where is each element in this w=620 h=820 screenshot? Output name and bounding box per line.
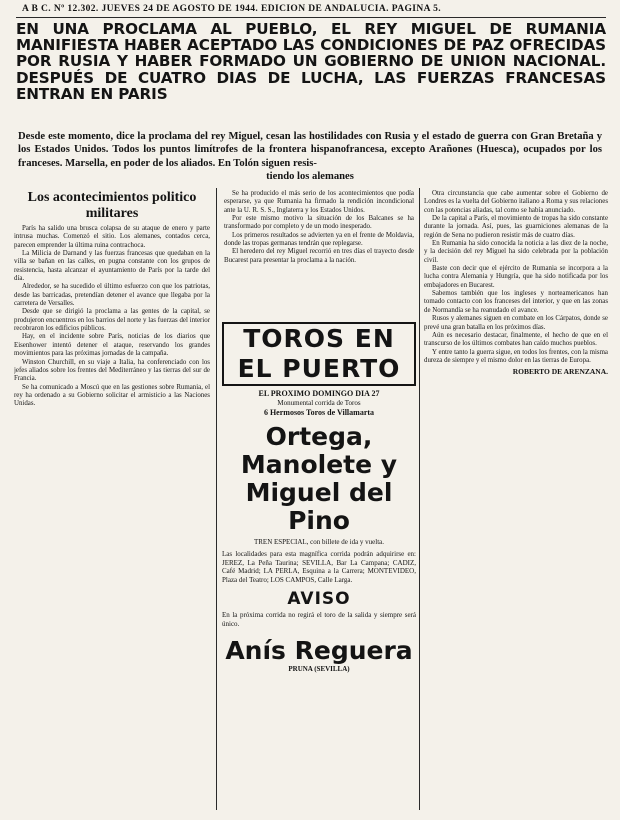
section-title: Los acontecimientos politico militares xyxy=(27,190,197,221)
aviso-title: AVISO xyxy=(287,589,351,610)
column-2-paragraph: El heredero del rey Miguel recorrió en tres días el trayecto desde Bucarest para presentar la proclama a la nación. xyxy=(224,248,414,264)
advert-details: Las localidades para esta magnífica corrida podrán adquirirse en: JEREZ, La Peña Taurina; SEVILLA, Bar La Campana; CADIZ, Café Madrid; LA PERLA, Esquina a la Carrera; MONTEVIDEO, Plaza del Teatro; LOS CAMPOS, Calle Larga. xyxy=(222,550,416,584)
anis-location: PRUNA (SEVILLA) xyxy=(288,664,350,673)
column-2-paragraph: Los primeros resultados se advierten ya en el frente de Moldavia, donde las tropas germanas tendrán que replegarse. xyxy=(224,231,414,248)
column-3-paragraph: Y entre tanto la guerra sigue, en todos los frentes, con la misma dureza de siempre y el mismo dolor en las tierras de Europa. xyxy=(424,348,608,364)
masthead-rule xyxy=(16,17,606,18)
lead-text: Desde este momento, dice la proclama del rey Miguel, cesan las hostilidades con Rusia y el estado de guerra con Gran Bretaña y los Estados Unidos. Todos los puntos limítrofes de la frontera hispanofrancesa, excepto Arañones (Huesca), ocupados por los franceses. Marsella, en poder de los aliados. En Tolón siguen resis- xyxy=(18,131,602,169)
masthead-line: A B C. Nº 12.302. JUEVES 24 DE AGOSTO DE 1944. EDICION DE ANDALUCIA. PAGINA 5. xyxy=(22,4,442,14)
column-3-paragraph: Otra circunstancia que cabe aumentar sobre el Gobierno de Londres es la vuelta del Gobierno italiano a Roma y sus relaciones con las potencias aliadas, tal como se había anunciado. xyxy=(424,190,608,214)
column-3-paragraph: En Rumania ha sido conocida la noticia a las diez de la noche, y la decisión del rey Miguel ha sido celebrada por la población civil. xyxy=(424,240,608,264)
column-1-paragraph: París ha salido una brusca colapsa de su ataque de enero y parte intrusa muchas. Comenzó el sitio. Los alemanes, contados cerca, parecen emprender la última ruina contrachoca. xyxy=(14,225,210,249)
advert-subtitle: Monumental corrida de Toros xyxy=(277,399,361,407)
anis-brand: Anís Reguera xyxy=(225,635,413,665)
advert-title: TOROS EN EL PUERTO xyxy=(222,322,416,386)
column-3-paragraph: Aún es necesario destacar, finalmente, el hecho de que en el transcurso de los últimos combates han caído muchos pueblos. xyxy=(424,331,608,348)
column-1-paragraph: Winston Churchill, en su viaje a Italia, ha conferenciado con los jefes aliados sobre los frentes del Mediterráneo y las tierras del sur de Francia. xyxy=(14,358,210,383)
aviso-text: En la próxima corrida no regirá el toro de la salida y siempre será único. xyxy=(222,611,416,628)
column-1 xyxy=(14,190,210,810)
column-1-paragraph: Se ha comunicado a Moscú que en las gestiones sobre Rumania, el rey ha ordenado a su Gobierno solicitar el armisticio a las Naciones Unidas. xyxy=(14,383,210,408)
author-signature: ROBERTO DE ARENZANA. xyxy=(512,367,608,377)
lead-summary xyxy=(18,130,602,184)
lead-tail: tiendo los alemanes xyxy=(266,171,354,183)
column-3-paragraph: Sabemos también que los ingleses y norteamericanos han tomado contacto con los franceses del interior, y que en las zonas de Normandía se ha reanudado el avance. xyxy=(424,290,608,314)
column-1-paragraph: Desde que se dirigió la proclama a las gentes de la capital, se produjeron encuentros en los barrios del norte y las fuerzas del interior recobraron los edificios públicos. xyxy=(14,308,210,333)
column-1-paragraph: La Milicia de Darnand y las fuerzas francesas que quedaban en la villa se bañan en las calles, en pugna constante con los grupos de resistencia, hasta alcanzar el ayuntamiento de París por la tarde del día. xyxy=(14,250,210,283)
column-1-paragraph: Hay, en el incidente sobre París, noticias de los diarios que Eisenhower intentó detener el ataque, reservando los grandes movimientos para las próximas jornadas de la campaña. xyxy=(14,333,210,358)
main-headline: EN UNA PROCLAMA AL PUEBLO, EL REY MIGUEL DE RUMANIA MANIFIESTA HABER ACEPTADO LAS CONDICIONES DE PAZ OFRECIDAS POR RUSIA Y HABER FORMADO UN GOBIERNO DE UNION NACIONAL. DESPUÉS DE CUATRO DIAS DE LUCHA, LAS FUERZAS FRANCESAS ENTRAN EN PARIS xyxy=(16,20,606,103)
column-divider-right xyxy=(419,188,420,810)
advert-bullfighters: Ortega, Manolete y Miguel del Pino xyxy=(240,422,398,535)
advert-bulls: 6 Hermosos Toros de Villamarta xyxy=(263,408,375,417)
column-3-paragraph: Baste con decir que el ejército de Rumania se incorpora a la lucha contra Alemania y Hungría, que ha sido notificada por los embajadores en Bucarest. xyxy=(424,265,608,289)
advert-date: EL PROXIMO DOMINGO DIA 27 xyxy=(258,389,380,398)
bullfight-advert xyxy=(222,322,416,810)
column-2-paragraph: Por este mismo motivo la situación de los Balcanes se ha transformado por completo y de un modo inesperado. xyxy=(224,215,414,231)
column-1-paragraph: Alrededor, se ha sucedido el último esfuerzo con que los patriotas, desde las barricadas, pretendían detener el avance que llegaba por la carretera de Versalles. xyxy=(14,283,210,308)
column-divider-left xyxy=(216,188,217,810)
advert-note: TREN ESPECIAL, con billete de ida y vuelta. xyxy=(253,538,385,546)
column-3-paragraph: De la capital a París, el movimiento de tropas ha sido constante durante la jornada. Así, pues, las guarniciones alemanas de la región de Sena no pudieron resistir más de cuatro días. xyxy=(424,215,608,239)
column-3-paragraph: Rusos y alemanes siguen en combate en los Cárpatos, donde se prevé una gran batalla en los próximos días. xyxy=(424,315,608,331)
column-3 xyxy=(424,190,608,810)
column-2 xyxy=(224,190,414,318)
column-2-paragraph: Se ha producido el más serio de los acontecimientos que podía esperarse, ya que Rumania ha firmado la rendición incondicional ante la U. R. S. S., Inglaterra y los Estados Unidos. xyxy=(224,190,414,214)
